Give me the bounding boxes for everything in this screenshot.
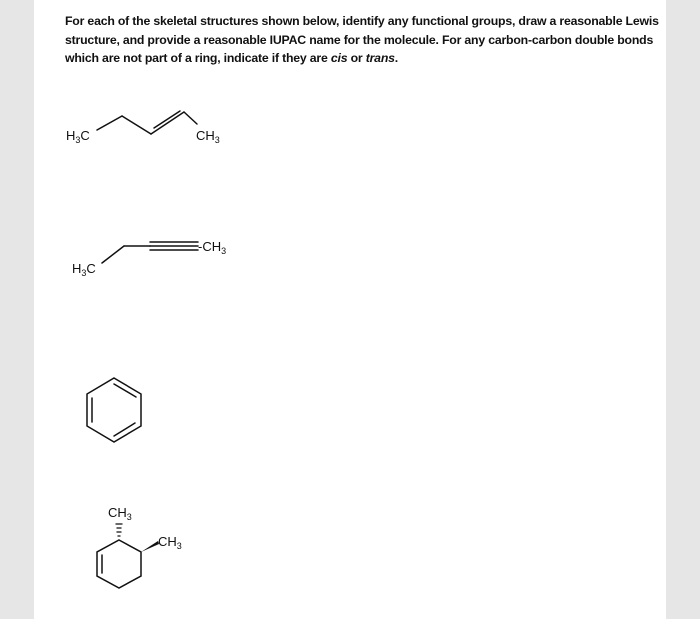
- wedge-methyl-label: $CH_3$: [158, 534, 182, 551]
- cis-term: cis: [330, 51, 348, 65]
- trans-term: trans: [365, 51, 395, 65]
- alkene-bond-1: [97, 116, 122, 130]
- worksheet-page: [34, 0, 666, 619]
- solid-wedge-bond: [141, 541, 159, 552]
- axial-methyl-label: $CH_3$: [108, 505, 132, 522]
- alkyne-right-methyl-label: $-CH_3$: [198, 239, 227, 256]
- question-line-3-text: which are not part of a ring, indicate if they are: [65, 51, 331, 65]
- question-line-3: [65, 49, 660, 68]
- question-text: [65, 12, 660, 68]
- alkyne-structure: [34, 225, 666, 285]
- alkene-double-bond-inner: [154, 111, 180, 128]
- alkene-left-methyl-label: $H_3C$: [66, 128, 90, 145]
- period: .: [394, 51, 398, 65]
- hashed-wedge-bond: [116, 524, 122, 536]
- benzene-structure: [74, 370, 154, 450]
- dimethylcyclohexene-structure: [74, 500, 274, 619]
- alkyne-bond-1: [102, 246, 124, 263]
- alkene-bond-3: [184, 112, 197, 124]
- benzene-inner-double-2: [114, 423, 135, 436]
- alkene-bond-2: [122, 116, 151, 134]
- alkyne-left-methyl-label: $H_3C$: [72, 261, 96, 278]
- alkene-double-bond-outer: [151, 112, 184, 134]
- cyclohexene-ring: [97, 540, 141, 588]
- benzene-inner-double-1: [114, 384, 136, 397]
- or-word: or: [347, 51, 366, 65]
- alkene-structure: [34, 100, 666, 160]
- benzene-ring: [87, 378, 141, 442]
- alkene-right-methyl-label: $CH_3$: [196, 128, 220, 145]
- question-line-1: For each of the skeletal structures shown below, identify any functional groups, draw a reasonable Lewis: [65, 14, 659, 28]
- question-line-2: structure, and provide a reasonable IUPAC name for the molecule. For any carbon-carbon double bonds: [65, 32, 654, 47]
